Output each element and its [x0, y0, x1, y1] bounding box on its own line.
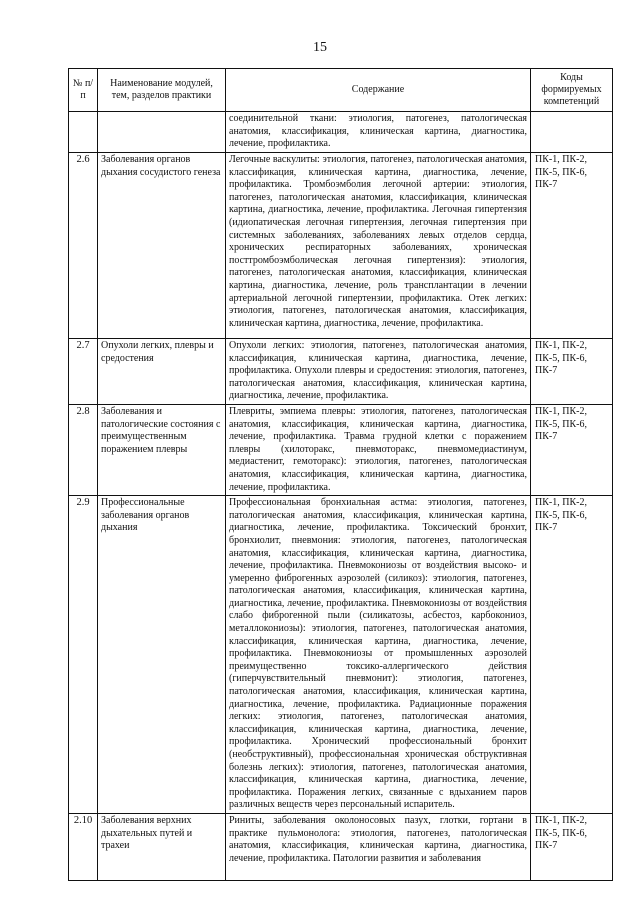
table-row	[69, 496, 613, 814]
row-name: Профессиональные заболевания органов дыхания	[98, 496, 226, 814]
row-content: Опухоли легких: этиология, патогенез, патологическая анатомия, классификация, клиническая картина, диагностика, лечение, профилактика. Опухоли плевры и средостения: этиология, патогенез, патологическая анатомия, классификация, клиническая картина, диагностика, лечение, профилактика.	[226, 339, 531, 405]
row-codes	[531, 112, 613, 153]
row-num: 2.6	[69, 153, 98, 339]
row-num: 2.9	[69, 496, 98, 814]
row-name: Заболевания верхних дыхательных путей и трахеи	[98, 813, 226, 880]
row-codes: ПК-1, ПК-2, ПК-5, ПК-6, ПК-7	[531, 404, 613, 495]
table-row	[69, 153, 613, 339]
row-name	[98, 112, 226, 153]
row-num: 2.10	[69, 813, 98, 880]
header-content: Содержание	[226, 69, 531, 112]
page-number: 15	[313, 40, 327, 55]
row-content: Легочные васкулиты: этиология, патогенез, патологическая анатомия, классификация, клиническая картина, диагностика, лечение, профилактика. Тромбоэмболия легочной артерии: этиология, патогенез, патологическая анатомия, классификация, клиническая картина, диагностика, лечение, профилактика. Легочная гипертензия (идиопатическая легочная гипертензия, легочная гипертензия при системных заболеваниях, заболеваниях левых отделов сердца, хронических респираторных заболеваниях, хроническая посттромбоэмболическая легочная гипертензия): этиология, патогенез, патологическая анатомия, классификация, клиническая картина, диагностика, лечение, роль трансплантации в лечении артериальной легочной гипертензии, профилактика. Отек легких: этиология, патогенез, патологическая анатомия, классификация, клиническая картина, диагностика, лечение, профилактика.	[226, 153, 531, 339]
row-name: Заболевания органов дыхания сосудистого генеза	[98, 153, 226, 339]
row-codes: ПК-1, ПК-2, ПК-5, ПК-6, ПК-7	[531, 339, 613, 405]
row-content: Плевриты, эмпиема плевры: этиология, патогенез, патологическая анатомия, классификация, клиническая картина, диагностика, лечение, профилактика. Травма грудной клетки с поражением плевры (хилоторакс, пневмоторакс, пневмомедиастинум, медиастенит, гемоторакс): этиология, патогенез, патологическая анатомия, классификация, клиническая картина, диагностика, лечение, профилактика.	[226, 404, 531, 495]
row-content: Профессиональная бронхиальная астма: этиология, патогенез, патологическая анатомия, классификация, клиническая картина, диагностика, лечение, профилактика. Токсический бронхит, бронхиолит, пневмония: этиология, патогенез, патологическая анатомия, классификация, клиническая картина, диагностика, лечение, профилактика. Пневмокониозы от воздействия высоко- и умеренно фиброгенных аэрозолей (силикоз): этиология, патогенез, патологическая анатомия, классификация, клиническая картина, диагностика, лечение, профилактика. Пневмокониозы от воздействия слабо фиброгенной пыли (силикатозы, асбестоз, карбокониоз, металлокониозы): этиология, патогенез, патологическая анатомия, классификация, клиническая картина, диагностика, лечение, профилактика. Пневмокониозы от промышленных аэрозолей преимущественно токсико-аллергического действия (гиперчувствительный пневмонит): этиология, патогенез, патологическая анатомия, классификация, клиническая картина, диагностика, лечение, профилактика. Радиационные поражения легких: этиология, патогенез, патологическая анатомия, классификация, клиническая картина, диагностика, лечение, профилактика. Хронический профессиональный бронхит (необструктивный), профессиональная хроническая обструктивная болезнь легких): этиология, патогенез, патологическая анатомия, классификация, клиническая картина, диагностика, лечение, профилактика. Поражения легких, связанные с вдыханием паров различных веществ через персональный испаритель.	[226, 496, 531, 814]
curriculum-table	[68, 68, 613, 881]
table-row	[69, 339, 613, 405]
header-num: № п/п	[69, 69, 98, 112]
row-codes: ПК-1, ПК-2, ПК-5, ПК-6, ПК-7	[531, 153, 613, 339]
table-header-row	[69, 69, 613, 112]
header-name: Наименование модулей, тем, разделов практики	[98, 69, 226, 112]
row-num: 2.8	[69, 404, 98, 495]
row-num: 2.7	[69, 339, 98, 405]
row-num	[69, 112, 98, 153]
row-name: Опухоли легких, плевры и средостения	[98, 339, 226, 405]
table-row	[69, 813, 613, 880]
row-codes: ПК-1, ПК-2, ПК-5, ПК-6, ПК-7	[531, 813, 613, 880]
table-row	[69, 112, 613, 153]
row-content: Риниты, заболевания околоносовых пазух, глотки, гортани в практике пульмонолога: этиология, патогенез, патологическая анатомия, классификация, клиническая картина, диагностика, лечение, профилактика. Патологии развития и заболевания	[226, 813, 531, 880]
row-codes: ПК-1, ПК-2, ПК-5, ПК-6, ПК-7	[531, 496, 613, 814]
table-row	[69, 404, 613, 495]
row-content: соединительной ткани: этиология, патогенез, патологическая анатомия, классификация, клиническая картина, диагностика, лечение, профилактика.	[226, 112, 531, 153]
row-name: Заболевания и патологические состояния с преимущественным поражением плевры	[98, 404, 226, 495]
header-codes: Коды формируемых компетенций	[531, 69, 613, 112]
